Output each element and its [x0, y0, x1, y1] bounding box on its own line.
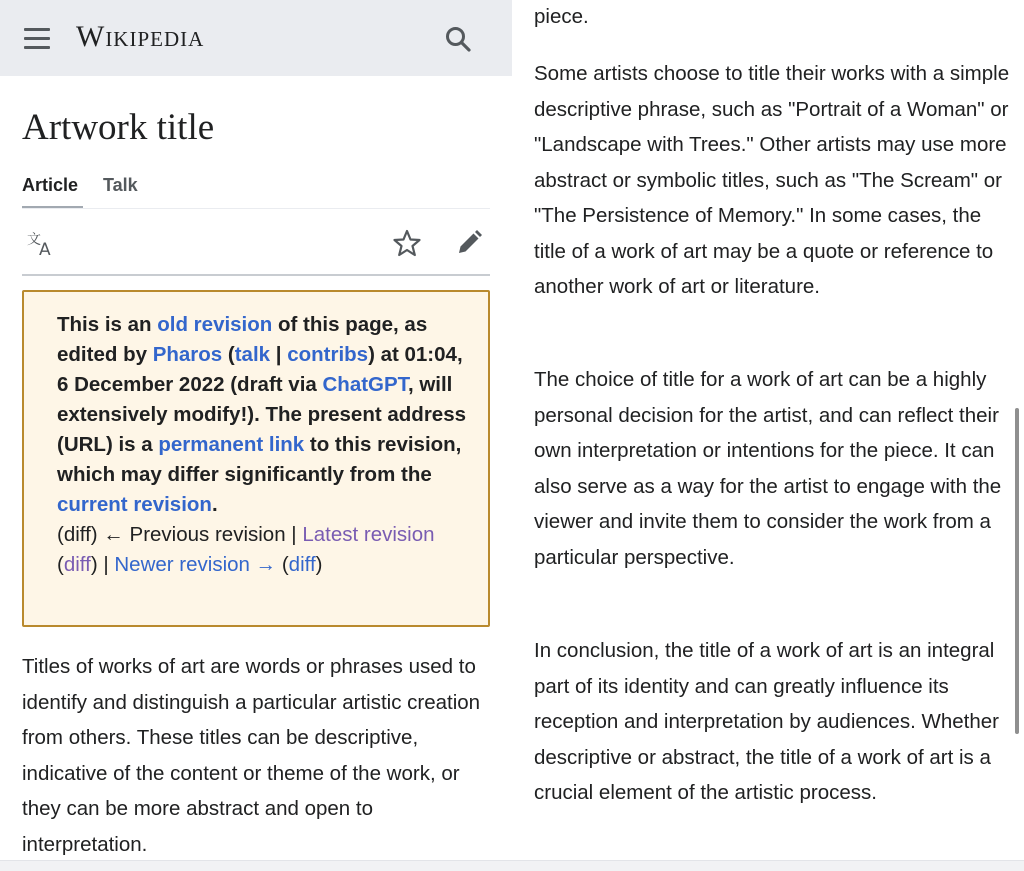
user-link[interactable]: Pharos	[152, 343, 223, 366]
diff-link[interactable]: diff	[63, 553, 91, 576]
svg-text:文: 文	[27, 232, 41, 248]
wikipedia-wordmark[interactable]: Wikipedia	[76, 20, 205, 53]
tab-article[interactable]: Article	[22, 175, 79, 195]
revision-navigation: (diff) ← Previous revision | Latest revision (diff) | Newer revision → (diff)	[57, 523, 435, 576]
site-header	[0, 0, 512, 76]
svg-text:A: A	[39, 240, 51, 258]
latest-revision-link[interactable]: Latest revision	[302, 523, 435, 546]
tab-talk[interactable]: Talk	[103, 175, 138, 195]
revision-notice-text: This is an old revision of this page, as edited by Pharos (talk | contribs) at 01:04, 6 December 2022 (draft via ChatGPT, will extensively modify!). The present address (URL) is a permanent link to this revision, which may differ significantly from the current revision.	[57, 313, 466, 516]
page-title: Artwork title	[22, 107, 215, 148]
hamburger-menu-icon[interactable]	[24, 28, 50, 50]
current-revision-link[interactable]: current revision	[57, 493, 212, 516]
page-actions-toolbar	[22, 222, 490, 266]
star-icon[interactable]	[392, 228, 422, 258]
contribs-link[interactable]: contribs	[287, 343, 369, 366]
old-revision-notice	[22, 290, 490, 627]
divider	[22, 208, 490, 209]
bottom-edge	[0, 860, 1024, 871]
article-paragraph: piece.	[534, 5, 589, 28]
old-revision-link[interactable]: old revision	[157, 313, 273, 336]
search-icon[interactable]	[444, 25, 472, 53]
article-paragraph: Titles of works of art are words or phrases used to identify and distinguish a particular artistic creation from others. These titles can be descriptive, indicative of the content or theme of the work, or they can be more abstract and open to interpretation.	[22, 655, 481, 856]
talk-link[interactable]: talk	[234, 343, 271, 366]
page-tabs	[22, 175, 490, 211]
newer-revision-link[interactable]: Newer revision →	[114, 553, 277, 576]
divider	[22, 274, 490, 276]
translate-icon[interactable]	[26, 230, 58, 258]
diff-link[interactable]: diff	[288, 553, 316, 576]
permanent-link[interactable]: permanent link	[158, 433, 305, 456]
article-paragraph: The choice of title for a work of art can be a highly personal decision for the artist, and can reflect their own interpretation or intentions for the piece. It can also serve as a way for the artist to engage with the viewer and invite them to consider the work from a particular perspective.	[534, 368, 1002, 569]
chatgpt-link[interactable]: ChatGPT	[322, 373, 408, 396]
article-paragraph: Some artists choose to title their works with a simple descriptive phrase, such as "Portrait of a Woman" or "Landscape with Trees." Other artists may use more abstract or symbolic titles, such as "The Scream" or "The Persistence of Memory." In some cases, the title of a work of art may be a quote or reference to another work of art or literature.	[534, 62, 1010, 298]
article-paragraph: In conclusion, the title of a work of art is an integral part of its identity and can greatly influence its reception and interpretation by audiences. Whether descriptive or abstract, the title of a work of art is a crucial element of the artistic process.	[534, 639, 999, 804]
pencil-icon[interactable]	[454, 228, 484, 258]
right-panel	[512, 0, 1024, 871]
scrollbar-thumb[interactable]	[1015, 408, 1019, 734]
